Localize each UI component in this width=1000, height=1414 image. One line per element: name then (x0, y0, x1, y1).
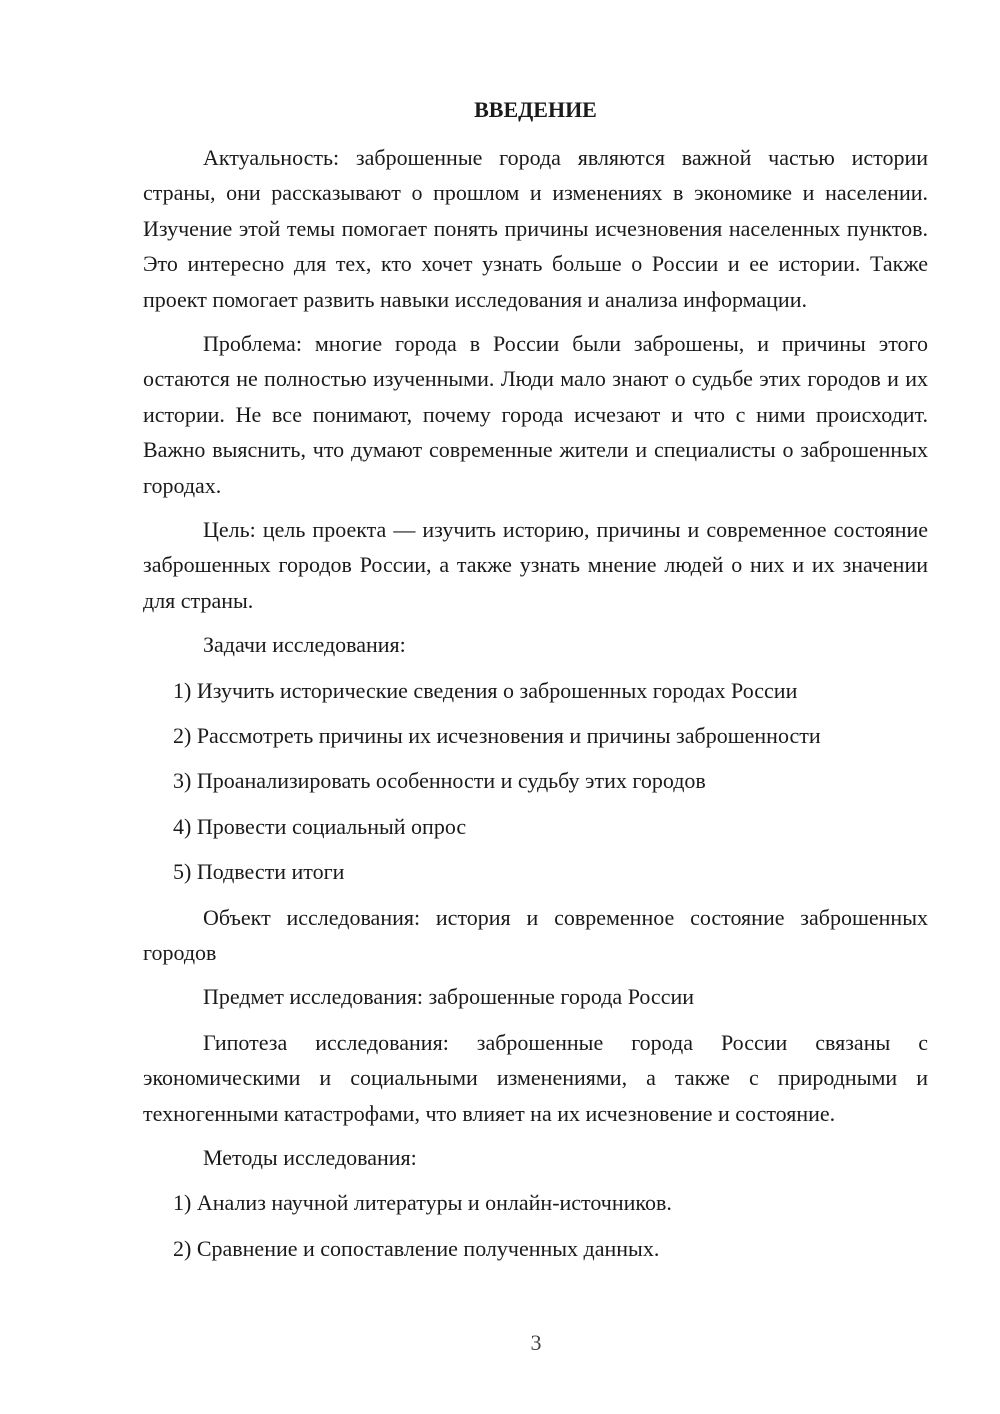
list-item: 4) Провести социальный опрос (173, 813, 467, 839)
tasks-title: Задачи исследования: (203, 632, 406, 658)
hypothesis-paragraph: Гипотеза исследования: заброшенные города России связаны с экономическими и социальными изменениями, а также с природными и техногенными катастрофами, что влияет на их исчезновение и состояние. (143, 1029, 928, 1126)
section-heading: ВВЕДЕНИЕ (474, 97, 597, 122)
methods-title: Методы исследования: (203, 1145, 417, 1171)
goal-paragraph: Цель: цель проекта — изучить историю, причины и современное состояние заброшенных городов России, а также узнать мнение людей о них и их значении для страны. (143, 517, 928, 613)
list-item: 2) Сравнение и сопоставление полученных данных. (173, 1235, 660, 1261)
list-item: 2) Рассмотреть причины их исчезновения и причины заброшенности (173, 723, 821, 749)
tasks-list (143, 673, 928, 890)
list-item: 3) Проанализировать особенности и судьбу этих городов (173, 768, 706, 794)
list-item: 1) Изучить исторические сведения о заброшенных городах России (173, 677, 798, 703)
relevance-paragraph: Актуальность: заброшенные города являются важной частью истории страны, они рассказывают о прошлом и изменениях в экономике и населении. Изучение этой темы помогает понять причины исчезновения населенных пунктов. Это интересно для тех, кто хочет узнать больше о России и ее истории. Также проект помогает развить навыки исследования и анализа информации. (143, 145, 928, 312)
problem-paragraph: Проблема: многие города в России были заброшены, и причины этого остаются не полностью изученными. Люди мало знают о судьбе этих городов и их истории. Не все понимают, почему города исчезают и что с ними происходит. Важно выяснить, что думают современные жители и специалисты о заброшенных городах. (143, 331, 928, 498)
list-item: 1) Анализ научной литературы и онлайн-источников. (173, 1190, 672, 1216)
list-item: 5) Подвести итоги (173, 859, 345, 885)
subject-paragraph: Предмет исследования: заброшенные города России (203, 984, 695, 1010)
page-content (143, 92, 928, 1276)
page-number: 3 (530, 1330, 542, 1355)
methods-list (143, 1185, 928, 1266)
object-paragraph: Объект исследования: история и современное состояние заброшенных городов (143, 904, 928, 966)
